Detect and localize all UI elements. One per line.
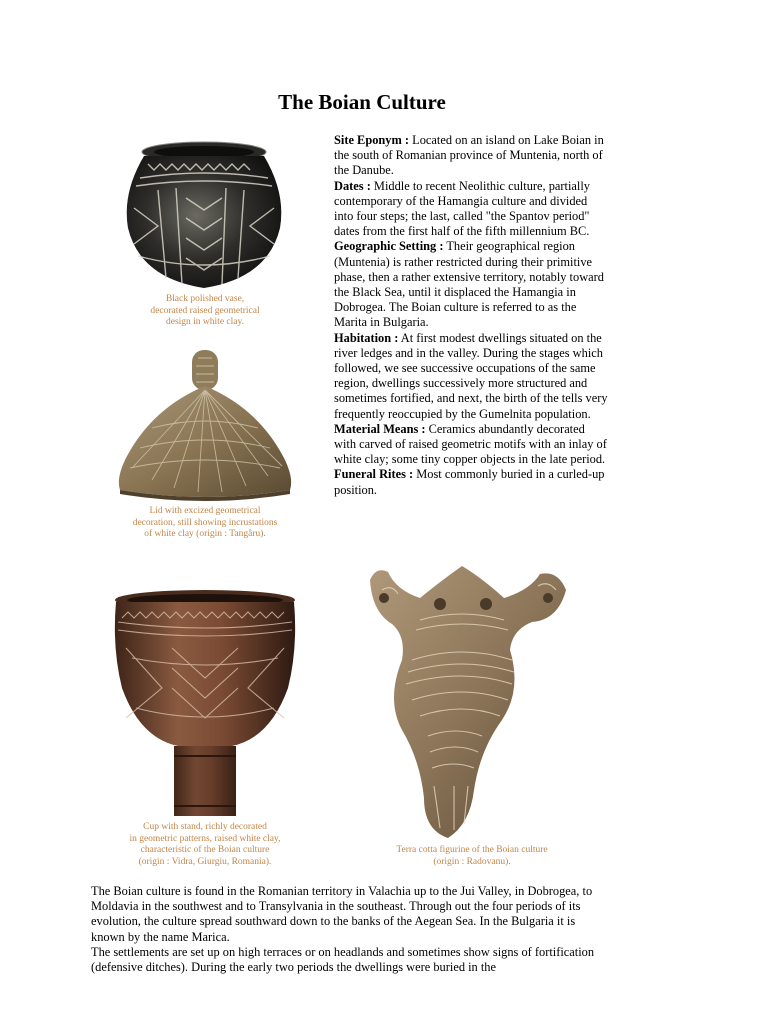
dates-paragraph: Dates : Middle to recent Neolithic culture, partially contemporary of the Hamangia culture and divided into four steps; the last, called "the Spantov period" dates from the first half of the fifth millennium BC. bbox=[334, 178, 590, 239]
cup-with-stand-image bbox=[112, 588, 298, 820]
lid-caption: Lid with excized geometrical decoration, still showing incrustations of white clay (origin : Tangâru). bbox=[132, 506, 278, 539]
material-means-paragraph: Material Means : Ceramics abundantly decorated with carved of raised geometric motifs with an inlay of white clay; some tiny copper objects in the late period. bbox=[334, 421, 607, 467]
culture-facts bbox=[334, 133, 609, 498]
cup-caption: Cup with stand, richly decorated in geometric patterns, raised white clay, characteristic of the Boian culture (origin : Vidra, Giurgiu, Romania). bbox=[129, 822, 281, 867]
funeral-rites-paragraph: Funeral Rites : Most commonly buried in a curled-up position. bbox=[334, 467, 605, 497]
body-paragraph: The settlements are set up on high terraces or on headlands and sometimes show signs of fortification (defensive ditches). During the early two periods the dwellings were buried in the bbox=[91, 944, 595, 975]
body-paragraph: The Boian culture is found in the Romanian territory in Valachia up to the Jui Valley, in Dobrogea, to Moldavia in the southwest and to Transylvania in the southeast. Through out the four periods of its evolution, the culture spread southward down to the banks of the Aegean Sea. In the Bulgaria it is known by the name Marica. bbox=[91, 884, 593, 944]
clay-lid-image bbox=[112, 348, 298, 502]
body-text bbox=[91, 884, 603, 975]
habitation-paragraph: Habitation : At first modest dwellings situated on the river ledges and in the valley. During the stages which followed, we see successive occupations of the same region, dwellings successively more structured and sometimes fortified, and next, the birth of the tells very frequently reoccupied by the Gumelnita population. bbox=[334, 330, 608, 421]
page-title: The Boian Culture bbox=[278, 90, 446, 114]
black-vase-image bbox=[118, 138, 290, 294]
geographic-setting-paragraph: Geographic Setting : Their geographical region (Muntenia) is rather restricted during their primitive phase, then a rather extensive territory, notably toward the Black Sea, until it displaced the Hamangia in Dobrogea. The Boian culture is referred to as the Marita in Bulgaria. bbox=[334, 239, 604, 330]
figurine-caption: Terra cotta figurine of the Boian culture (origin : Radovanu). bbox=[396, 845, 548, 867]
terra-cotta-figurine-image bbox=[362, 560, 572, 844]
vase-caption: Black polished vase, decorated raised geometrical design in white clay. bbox=[150, 294, 260, 327]
site-eponym-paragraph: Site Eponym : Located on an island on Lake Boian in the south of Romanian province of Muntenia, north of the Danube. bbox=[334, 133, 604, 178]
